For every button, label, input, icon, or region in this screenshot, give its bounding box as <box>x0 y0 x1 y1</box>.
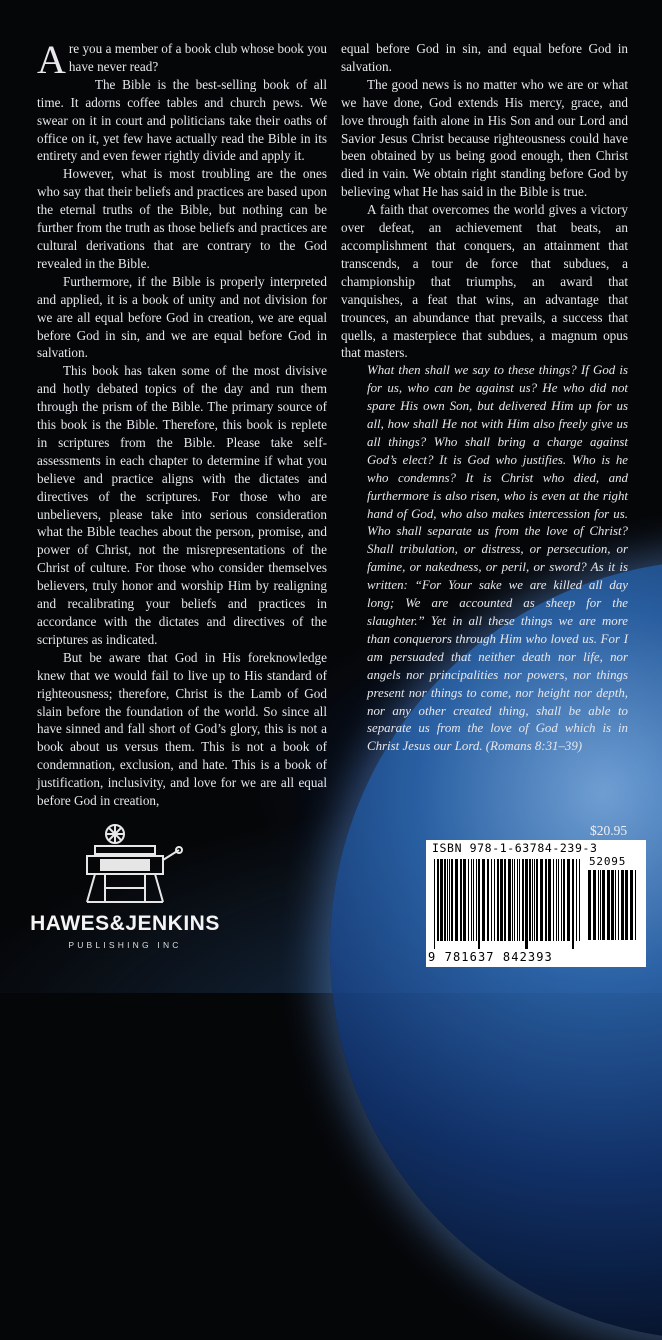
drop-cap: A <box>37 37 66 82</box>
price-label: $20.95 <box>590 823 628 838</box>
barcode-bar <box>576 859 577 941</box>
continued-paragraph: equal before God in sin, and equal before God in salvation. <box>341 41 628 74</box>
barcode-bar <box>437 859 439 941</box>
barcode-bar <box>529 859 531 941</box>
publisher-name: HAWES&JENKINS <box>30 912 220 935</box>
barcode-bar <box>593 870 596 940</box>
barcode-bar <box>500 859 503 941</box>
paragraph: A faith that overcomes the world gives a victory over defeat, an achievement that beats, an accomplishment that conquers, an attainment that transcends, a tour de force that subdues, a championship that triumphs, an award that vanquishes, a feat that wins, an advantage that trounces, an abundance that prevails, a success that quells, a masterpiece that subdues, a magnum opus that masters. <box>341 202 628 361</box>
barcode-bar <box>607 870 610 940</box>
barcode-bar <box>525 859 528 949</box>
paragraph: The Bible is the best-selling book of all time. It adorns coffee tables and church pews. We swear on it in court and politicians take their oaths of office on it, yet few have actually read the Bible in its entirety and even fewer rightly divide and apply it. <box>37 76 327 164</box>
ean-bars <box>434 859 584 951</box>
barcode-bar <box>553 859 554 941</box>
barcode-bar <box>519 859 520 941</box>
addon-bars <box>588 870 640 950</box>
barcode-bar <box>460 859 462 941</box>
barcode-bar <box>558 859 559 941</box>
barcode-bar <box>561 859 562 941</box>
barcode-bar <box>512 859 513 941</box>
publisher-logo <box>30 820 220 960</box>
barcode-bar <box>545 859 547 941</box>
barcode-bar <box>497 859 499 941</box>
barcode-bar <box>504 859 506 941</box>
paragraph: This book has taken some of the most divisive and hotly debated topics of the day and run them through the prism of the Bible. The primary source of this book is the Bible. Therefore, this book is replete in scriptures from the Bible. Please take self-assessments in each chapter to determine if what you believe and practice aligns with the dictates and directives of the scriptures. For those who are unbelievers, please take into serious consideration what the Bible teaches about the person, promise, and power of Christ, not the misrepresentations of the Christ of culture. For those who consider themselves believers, truly honor and worship Him by realigning and recalibrating your beliefs and practices in accordance with the dictates and directives of the scriptures as indicated. <box>37 363 327 647</box>
printing-press-icon <box>65 820 185 906</box>
barcode-bar <box>471 859 472 941</box>
barcode-bar <box>482 859 485 941</box>
barcode-bar <box>536 859 538 941</box>
barcode-bar <box>548 859 551 941</box>
barcode-bar <box>567 859 570 941</box>
barcode-bar <box>478 859 480 949</box>
scripture-quote: What then shall we say to these things? If God is for us, who can be against us? He who did not spare His own Son, but delivered Him up for us all, how shall He not with Him also freely give us all things? Who shall bring a charge against God’s elect? It is God who justifies. Who is he who condemns? It is Christ who died, and furthermore is also risen, who is even at the right hand of God, who also makes intercession for us. Who shall separate us from the love of Christ? Shall tribulation, or distress, or persecution, or famine, or nakedness, or peril, or sword? As it is written: “For Your sake we are killed all day long; We are accounted as sheep for the slaughter.” Yet in all these things we are more than conquerors through Him who loved us. For I am persuaded that neither death nor life, nor angels nor principalities nor powers, nor things present nor things to come, nor height nor depth, nor any other created thing, shall be able to separate us from the love of God which is in Christ Jesus our Lord. (Romans 8:31–39) <box>367 363 628 754</box>
barcode-bar <box>635 870 636 940</box>
barcode-bar <box>508 859 511 941</box>
paragraph: The good news is no matter who we are or what we have done, God extends His mercy, grace, and love through faith alone in His Son and our Lord and Savior Jesus Christ because righteousness could have been obtained by us being good enough, then Christ died in vain. We obtain right standing before God by believing what He has said in the Bible is true. <box>341 76 628 200</box>
barcode-bar <box>514 859 515 941</box>
isbn-label: ISBN 978-1-63784-239-3 <box>432 841 598 855</box>
barcode-bar <box>476 859 477 941</box>
barcode-bar <box>463 859 466 941</box>
paragraph: But be aware that God in His foreknowledge knew that we would fail to live up to His standard of righteousness; therefore, Christ is the Lamb of God slain before the foundation of the world. So since all have sinned and fall short of God’s glory, this is not a book about us versus them. This is not a book of condemnation, exclusion, and hate. This is a book of justification, inclusivity, and love for we are all equal before God in creation, <box>37 649 327 809</box>
barcode-bar <box>440 859 443 941</box>
barcode-bar <box>598 870 599 940</box>
barcode-bar <box>615 870 616 940</box>
barcode-bar <box>517 859 518 941</box>
publisher-subtitle: PUBLISHING INC <box>68 940 182 950</box>
barcode-bar <box>579 859 580 941</box>
barcode-bar <box>621 870 624 940</box>
paragraph: However, what is most troubling are the ones who say that their beliefs and practices are based upon the eternal truths of the Bible, but nothing can be further from the truth as those beliefs and practices are cultural derivations that are contrary to the God revealed in the Bible. <box>37 166 327 271</box>
barcode-bar <box>487 859 489 941</box>
barcode-bar <box>625 870 628 940</box>
barcode-bar <box>572 859 574 949</box>
barcode-bar <box>556 859 557 941</box>
barcode-bar <box>434 859 435 949</box>
barcode-bar <box>600 870 601 940</box>
barcode-bar <box>451 859 453 941</box>
barcode-bar <box>447 859 448 941</box>
ean-number: 9 781637 842393 <box>428 950 553 964</box>
barcode-bar <box>532 859 533 941</box>
barcode-bar <box>468 859 469 941</box>
barcode-bar <box>522 859 524 941</box>
barcode-bar <box>602 870 605 940</box>
barcode-bar <box>444 859 446 941</box>
opening-paragraph <box>37 37 327 82</box>
barcode-bar <box>534 859 535 941</box>
barcode-bar <box>611 870 614 940</box>
barcode-bar <box>494 859 495 941</box>
barcode-bar <box>455 859 458 941</box>
right-text-column <box>341 40 628 756</box>
barcode-bar <box>618 870 619 940</box>
barcode-bar <box>630 870 633 940</box>
isbn-barcode <box>426 840 646 967</box>
barcode-bar <box>588 870 591 940</box>
barcode-bar <box>449 859 450 941</box>
barcode-bar <box>563 859 565 941</box>
paragraph-text: re you a member of a book club whose book you have never read? <box>68 41 327 74</box>
barcode-bar <box>540 859 543 941</box>
paragraph: Furthermore, if the Bible is properly interpreted and applied, it is a book of unity and not division for we are all equal before God in creation, we are equal before God in sin, and we are equal before God in salvation. <box>37 273 327 361</box>
left-text-column <box>37 37 327 810</box>
barcode-addon-number: 52095 <box>589 855 627 868</box>
barcode-bar <box>473 859 474 941</box>
barcode-bar <box>491 859 492 941</box>
